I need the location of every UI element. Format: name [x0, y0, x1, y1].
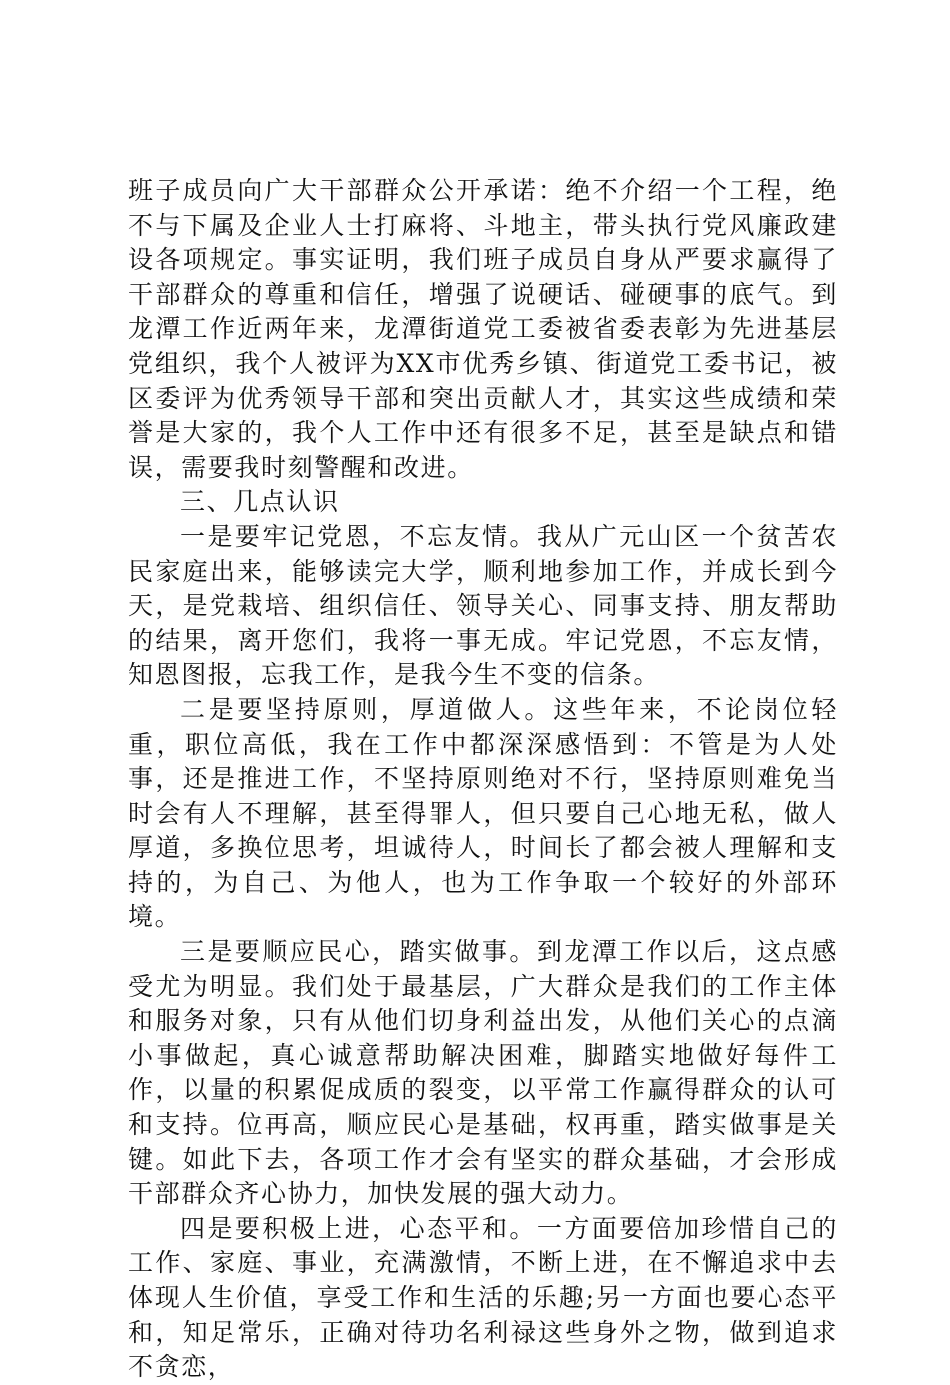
- section-heading: 三、几点认识: [180, 487, 340, 517]
- paragraph-continuation: 班子成员向广大干部群众公开承诺：绝不介绍一个工程，绝不与下属及企业人士打麻将、斗地主，带头执行党风廉政建设各项规定。事实证明，我们班子成员自身从严要求赢得了干部群众的尊重和信任，增强了说硬话、碰硬事的底气。到龙潭工作近两年来，龙潭街道党工委被省委表彰为先进基层党组织，我个人被评为XX市优秀乡镇、街道党工委书记，被区委评为优秀领导干部和突出贡献人才，其实这些成绩和荣誉是大家的，我个人工作中还有很多不足，甚至是缺点和错误，需要我时刻警醒和改进。: [128, 176, 838, 482]
- document-body: [128, 174, 838, 1385]
- paragraph-point-four: 四是要积极上进，心态平和。一方面要倍加珍惜自己的工作、家庭、事业，充满激情，不断上进，在不懈追求中去体现人生价值，享受工作和生活的乐趣;另一方面也要心态平和，知足常乐，正确对待功名利禄这些身外之物，做到追求不贪恋，: [128, 1213, 838, 1382]
- paragraph-point-two: 二是要坚持原则，厚道做人。这些年来，不论岗位轻重，职位高低，我在工作中都深深感悟到：不管是为人处事，还是推进工作，不坚持原则绝对不行，坚持原则难免当时会有人不理解，甚至得罪人，但只要自己心地无私，做人厚道，多换位思考，坦诚待人，时间长了都会被人理解和支持的，为自己、为他人，也为工作争取一个较好的外部环境。: [128, 694, 838, 932]
- paragraph-point-one: 一是要牢记党恩，不忘友情。我从广元山区一个贫苦农民家庭出来，能够读完大学，顺利地参加工作，并成长到今天，是党栽培、组织信任、领导关心、同事支持、朋友帮助的结果，离开您们，我将一事无成。牢记党恩，不忘友情，知恩图报，忘我工作，是我今生不变的信条。: [128, 521, 838, 690]
- paragraph-point-three: 三是要顺应民心，踏实做事。到龙潭工作以后，这点感受尤为明显。我们处于最基层，广大群众是我们的工作主体和服务对象，只有从他们切身利益出发，从他们关心的点滴小事做起，真心诚意帮助解决困难，脚踏实地做好每件工作，以量的积累促成质的裂变，以平常工作赢得群众的认可和支持。位再高，顺应民心是基础，权再重，踏实做事是关键。如此下去，各项工作才会有坚实的群众基础，才会形成干部群众齐心协力，加快发展的强大动力。: [128, 937, 838, 1209]
